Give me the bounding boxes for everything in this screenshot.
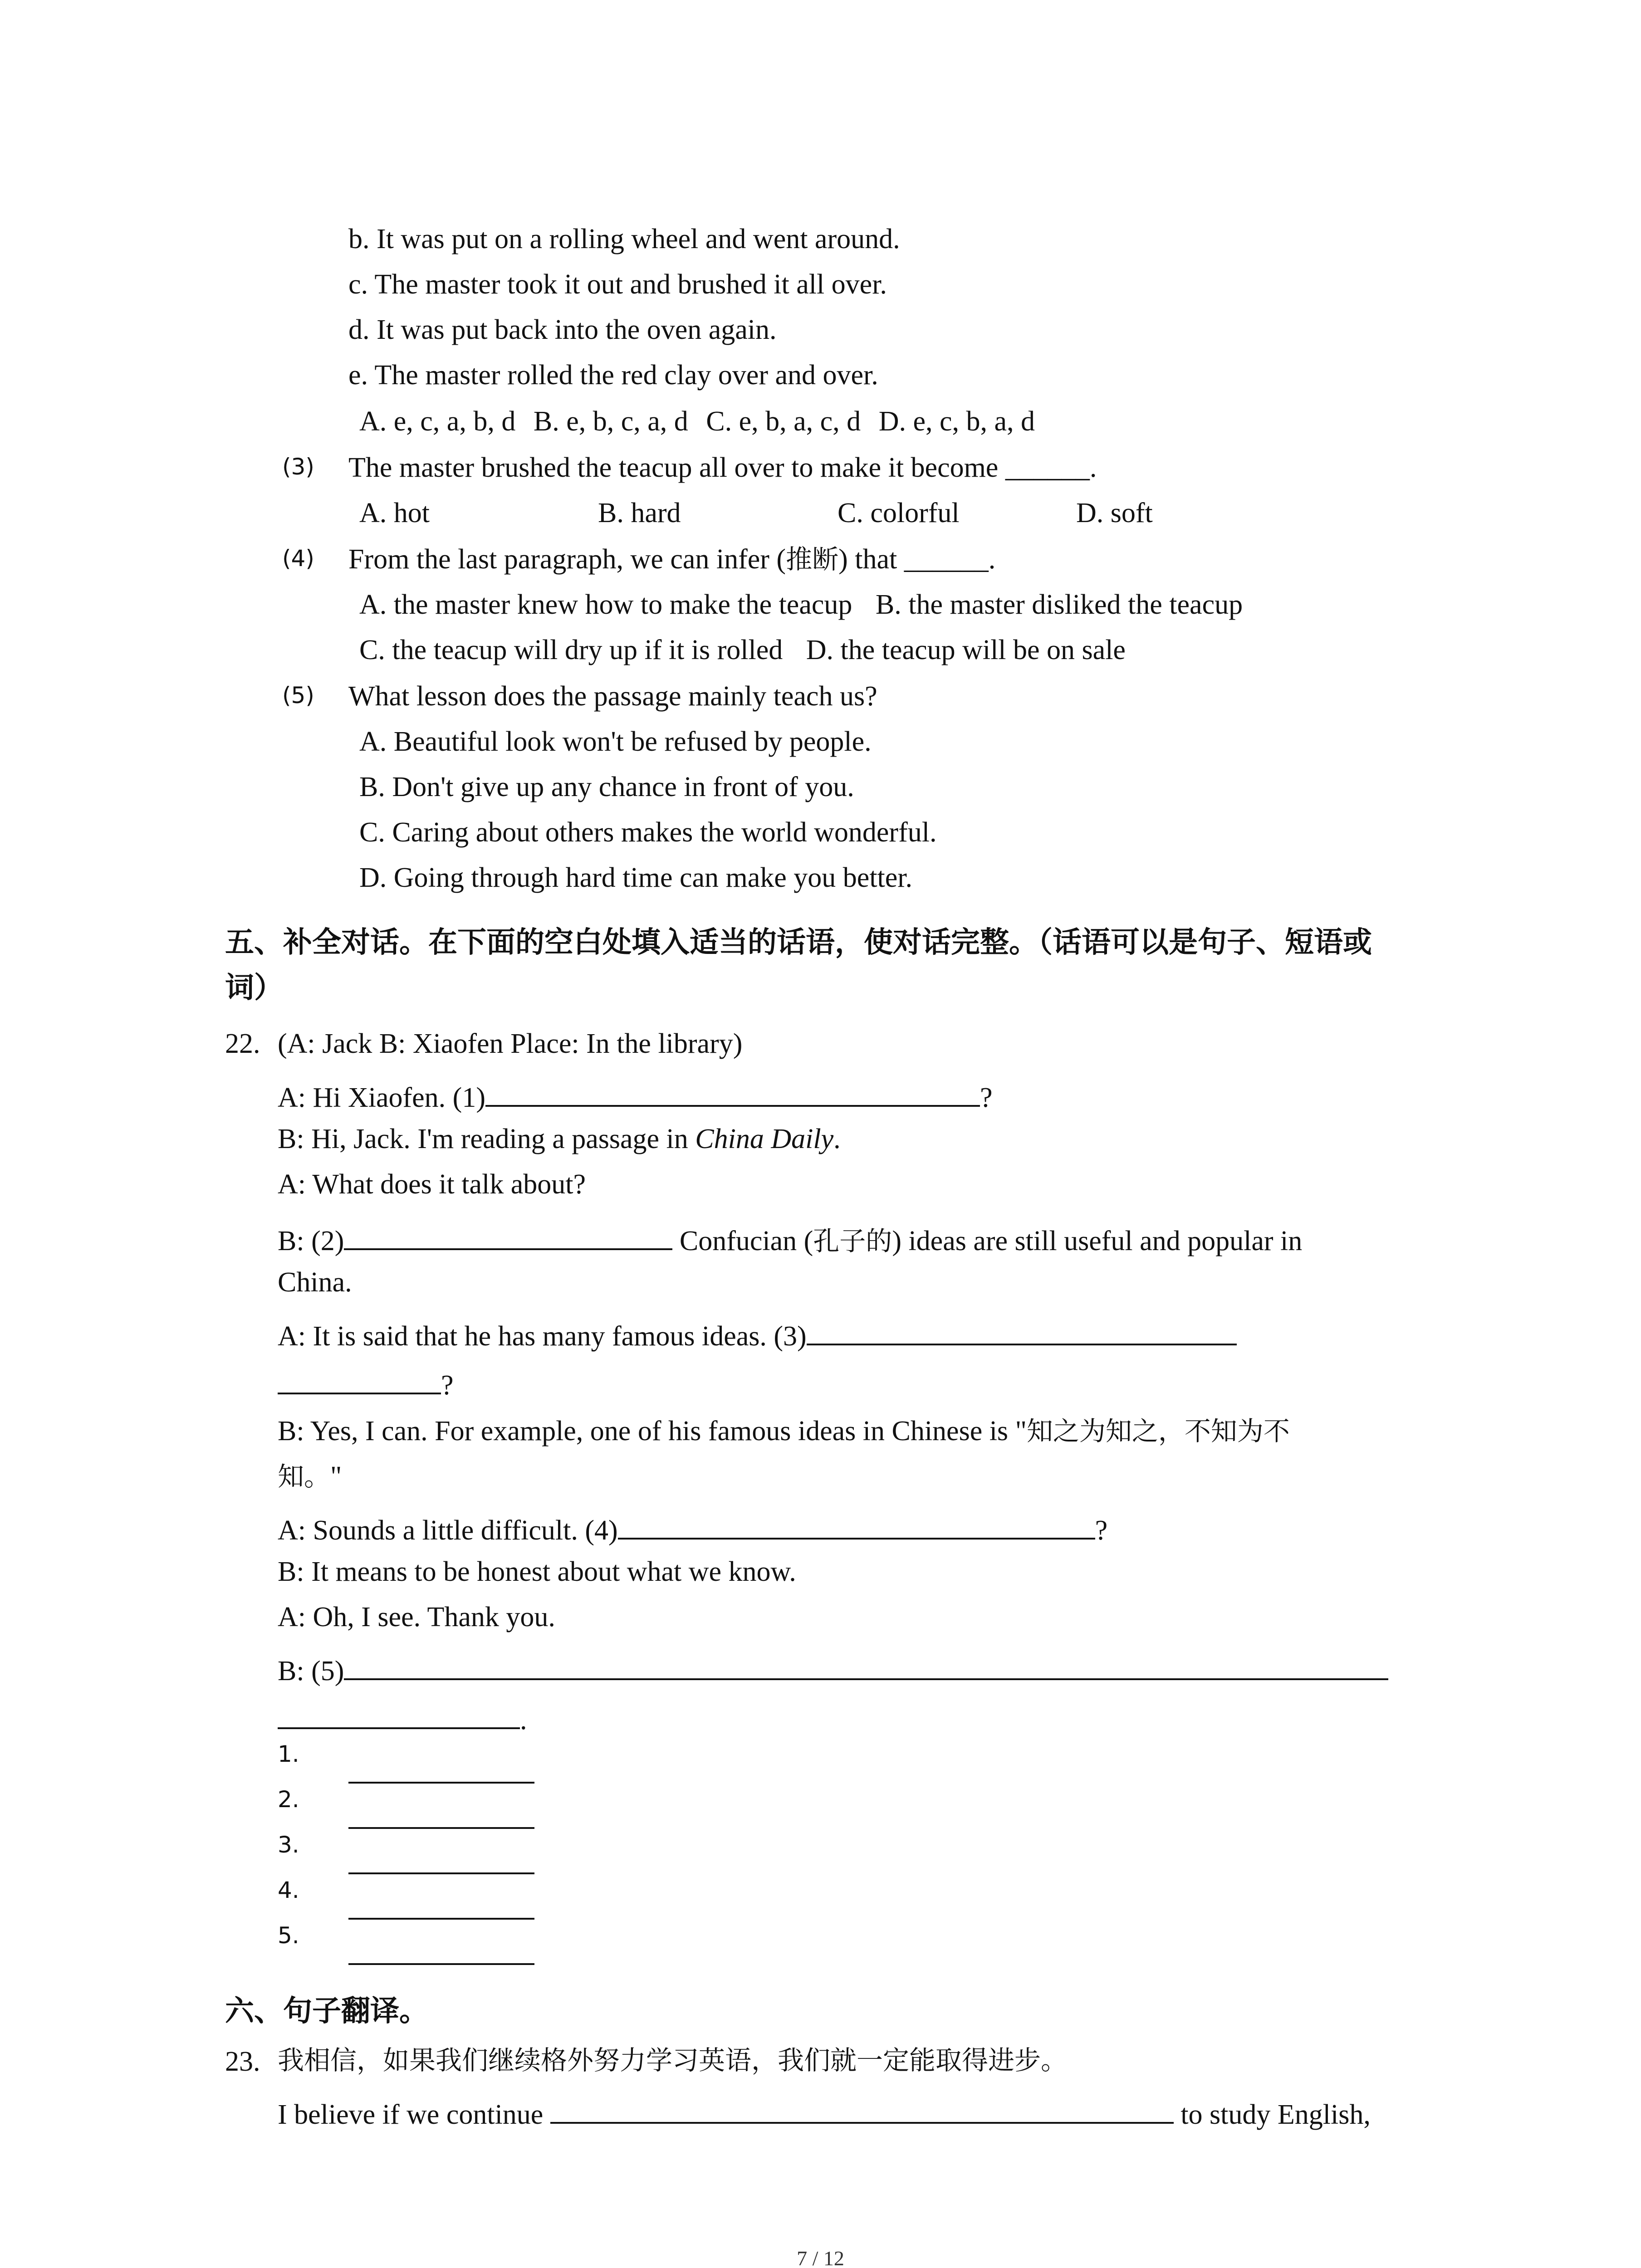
- q4-options-row1: [359, 588, 1243, 621]
- q4-stem: [348, 543, 995, 576]
- q22-line-6-chinese-cont: 知。: [278, 1461, 331, 1492]
- q22-number: 22.: [225, 1028, 260, 1059]
- q22-line-4: [278, 1220, 1302, 1258]
- q22-line-9: A: Oh, I see. Thank you.: [278, 1602, 555, 1633]
- blank-5[interactable]: [344, 1650, 1388, 1680]
- q2-line-c: c. The master took it out and brushed it all over.: [348, 269, 887, 300]
- q4-option-c: C. the teacup will dry up if it is rolled: [359, 635, 783, 665]
- q4-options-row2: [359, 633, 1126, 667]
- q5-option-d: D. Going through hard time can make you better.: [359, 862, 913, 893]
- q4-option-a: A. the master knew how to make the teacup: [359, 589, 852, 620]
- q22-setting: (A: Jack B: Xiaofen Place: In the library): [278, 1028, 743, 1059]
- q22-line-1-text: A: Hi Xiaofen. (1): [278, 1082, 485, 1113]
- q22-line-10-end: .: [520, 1705, 527, 1735]
- q3-stem: The master brushed the teacup all over to make it become ______.: [348, 452, 1097, 483]
- q4-stem-blank: ) that ______.: [838, 544, 996, 575]
- answer-label-2: 2.: [278, 1786, 299, 1813]
- q23-english-line: [278, 2094, 1371, 2131]
- q22-line-7-text: A: Sounds a little difficult. (4): [278, 1515, 618, 1546]
- q2-option-b: B. e, b, c, a, d: [533, 406, 688, 437]
- q22-line-5-text: A: It is said that he has many famous ideas. (3): [278, 1321, 807, 1352]
- q22-line-2-text: B: Hi, Jack. I'm reading a passage in: [278, 1124, 696, 1154]
- q2-options: [359, 405, 1035, 438]
- q22-line-6-chinese: 知之为知之，不知为不: [1026, 1416, 1290, 1447]
- answer-line-4[interactable]: [348, 1918, 534, 1920]
- q5-option-b: B. Don't give up any chance in front of you.: [359, 772, 854, 802]
- q22-line-6-text: B: Yes, I can. For example, one of his famous ideas in Chinese is ": [278, 1416, 1027, 1447]
- q5-stem: What lesson does the passage mainly teach us?: [348, 681, 877, 712]
- q22-line-2-end: .: [833, 1124, 841, 1154]
- q3-number: (3): [282, 454, 314, 480]
- blank-4[interactable]: [618, 1510, 1095, 1540]
- q2-line-e: e. The master rolled the red clay over and over.: [348, 360, 878, 391]
- q22-line-4-chinese: 孔子的: [813, 1226, 892, 1256]
- q22-line-7: [278, 1510, 1107, 1547]
- q4-option-b: B. the master disliked the teacup: [875, 589, 1243, 620]
- q22-line-5: [278, 1315, 1237, 1353]
- q23-blank[interactable]: [550, 2094, 1174, 2124]
- q22-line-6-cont: [278, 1460, 342, 1493]
- q22-line-4-cont: China.: [278, 1267, 352, 1298]
- q22-line-10: [278, 1650, 1388, 1688]
- q23-english-end: to study English,: [1173, 2099, 1371, 2130]
- q22-line-2: [278, 1122, 841, 1156]
- q22-line-10-cont: [278, 1699, 527, 1737]
- q23-english-start: I believe if we continue: [278, 2099, 550, 2130]
- answer-line-5[interactable]: [348, 1963, 534, 1965]
- q4-option-d: D. the teacup will be on sale: [806, 635, 1126, 665]
- q22-line-1: [278, 1077, 993, 1114]
- q2-line-b: b. It was put on a rolling wheel and went around.: [348, 224, 900, 254]
- q23-chinese-sentence: 我相信，如果我们继续格外努力学习英语，我们就一定能取得进步。: [278, 2045, 1068, 2076]
- q3-option-d: D. soft: [1076, 498, 1153, 528]
- q4-stem-chinese: 推断: [786, 544, 839, 575]
- blank-3[interactable]: [807, 1315, 1237, 1345]
- q3-option-a: A. hot: [359, 498, 430, 528]
- section6-title: 六、句子翻译。: [225, 1994, 428, 2028]
- section5-title-line2: 词）: [225, 971, 283, 1005]
- blank-2[interactable]: [344, 1220, 672, 1250]
- q5-number: (5): [282, 682, 314, 709]
- answer-label-4: 4.: [278, 1877, 299, 1903]
- q2-option-a: A. e, c, a, b, d: [359, 406, 516, 437]
- q22-line-4-mid: Confucian (: [672, 1226, 813, 1256]
- q4-stem-text: From the last paragraph, we can infer (: [348, 544, 786, 575]
- q3-option-c: C. colorful: [838, 498, 960, 528]
- blank-1[interactable]: [485, 1077, 980, 1107]
- q22-line-8: B: It means to be honest about what we know.: [278, 1556, 796, 1587]
- q22-line-3: A: What does it talk about?: [278, 1169, 586, 1200]
- q22-line-6: [278, 1414, 1290, 1448]
- section5-title-line1: 五、补全对话。在下面的空白处填入适当的话语，使对话完整。（话语可以是句子、短语或: [225, 925, 1372, 959]
- q3-option-b: B. hard: [598, 498, 681, 528]
- q5-option-c: C. Caring about others makes the world wonderful.: [359, 817, 937, 848]
- q2-option-c: C. e, b, a, c, d: [706, 406, 861, 437]
- answer-line-1[interactable]: [348, 1782, 534, 1784]
- answer-line-2[interactable]: [348, 1827, 534, 1829]
- answer-label-1: 1.: [278, 1741, 299, 1767]
- q22-line-6-end: ": [330, 1461, 342, 1492]
- q22-line-4-text: B: (2): [278, 1226, 344, 1256]
- answer-line-3[interactable]: [348, 1872, 534, 1874]
- answer-label-5: 5.: [278, 1922, 299, 1949]
- newspaper-title: China Daily: [695, 1124, 834, 1154]
- q22-line-5-end: ?: [441, 1370, 454, 1401]
- q5-option-a: A. Beautiful look won't be refused by people.: [359, 726, 872, 757]
- q22-line-1-end: ?: [980, 1082, 993, 1113]
- q23-number: 23.: [225, 2046, 260, 2077]
- q22-line-5-cont: [278, 1364, 454, 1402]
- q22-line-7-end: ?: [1095, 1515, 1108, 1546]
- blank-5-cont[interactable]: [278, 1699, 520, 1729]
- answer-label-3: 3.: [278, 1832, 299, 1858]
- q4-number: (4): [282, 545, 314, 572]
- q22-line-10-text: B: (5): [278, 1656, 344, 1686]
- q22-line-4-end: ) ideas are still useful and popular in: [892, 1226, 1303, 1256]
- q2-option-d: D. e, c, b, a, d: [878, 406, 1035, 437]
- page-number: 7 / 12: [797, 2247, 844, 2268]
- q2-line-d: d. It was put back into the oven again.: [348, 314, 777, 345]
- blank-3-cont[interactable]: [278, 1364, 441, 1394]
